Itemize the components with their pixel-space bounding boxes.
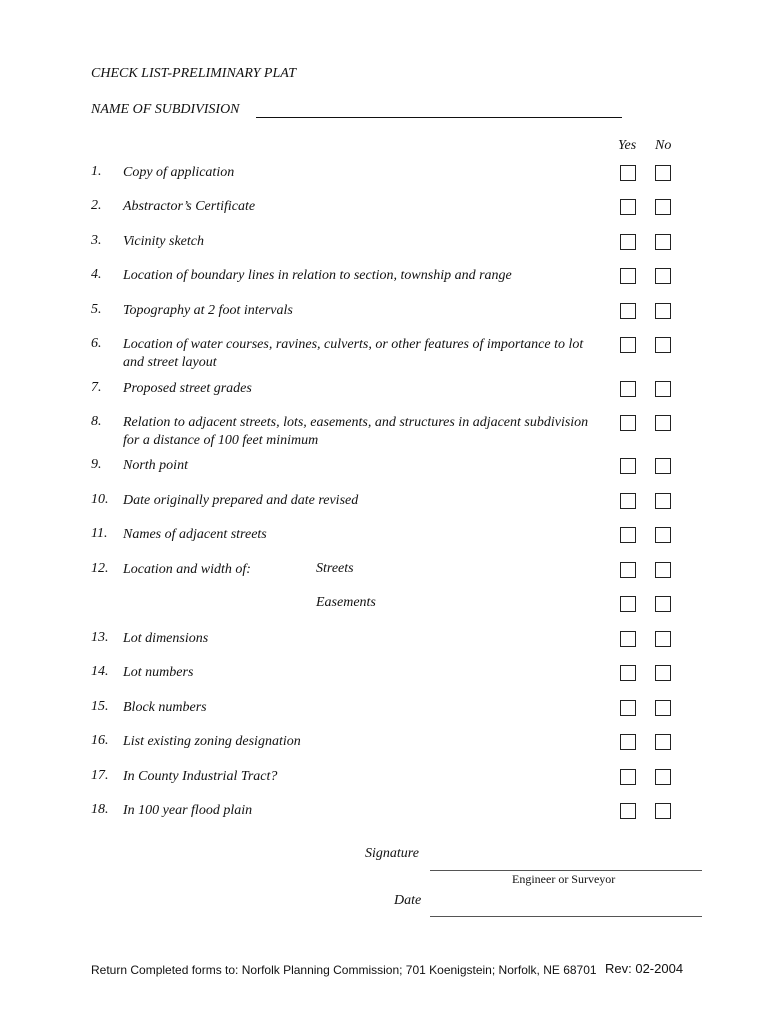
revision-label: Rev: 02-2004 [605,961,684,976]
checklist-item [0,733,770,753]
yes-checkbox[interactable] [620,458,636,474]
checklist-item [0,699,770,719]
checklist-item [0,164,770,184]
item-text: Lot numbers [123,665,194,680]
item-number: 17. [91,768,109,783]
yes-checkbox[interactable] [620,234,636,250]
checklist-item [0,336,770,370]
item-text: In County Industrial Tract? [123,769,278,784]
checklist-item [0,267,770,287]
item-text: Block numbers [123,700,207,715]
signature-sublabel: Engineer or Surveyor [512,872,616,886]
checklist-item [0,664,770,684]
item-subtext: Streets [316,561,354,576]
item-text: Lot dimensions [123,631,209,646]
no-checkbox[interactable] [655,493,671,509]
no-checkbox[interactable] [655,234,671,250]
checklist-item [0,492,770,512]
checklist-item [0,457,770,477]
no-checkbox[interactable] [655,458,671,474]
item-number: 7. [91,380,102,395]
date-label: Date [394,893,422,908]
item-number: 9. [91,457,102,472]
item-text: Relation to adjacent streets, lots, easements, and structures in adjacent subdivision for a distance of 100 feet minimum [123,415,589,448]
no-checkbox[interactable] [655,562,671,578]
checklist-item [0,630,770,650]
no-checkbox[interactable] [655,803,671,819]
checklist-item [0,380,770,400]
signature-field[interactable] [430,870,702,871]
checklist-item [0,526,770,546]
yes-checkbox[interactable] [620,199,636,215]
item-number: 6. [91,336,102,351]
item-text: Date originally prepared and date revised [123,493,359,508]
date-field[interactable] [430,916,702,917]
item-text: Location and width of: [123,562,251,577]
yes-checkbox[interactable] [620,665,636,681]
item-number: 5. [91,302,102,317]
no-column-header: No [655,138,672,153]
no-checkbox[interactable] [655,381,671,397]
item-text: Proposed street grades [123,381,252,396]
yes-checkbox[interactable] [620,268,636,284]
item-number: 16. [91,733,109,748]
no-checkbox[interactable] [655,165,671,181]
item-number: 8. [91,414,102,429]
item-number: 13. [91,630,109,645]
no-checkbox[interactable] [655,415,671,431]
yes-checkbox[interactable] [620,562,636,578]
subdivision-name-field[interactable] [256,117,622,118]
item-text: In 100 year flood plain [123,803,253,818]
no-checkbox[interactable] [655,303,671,319]
checklist-item [0,595,770,615]
item-number: 1. [91,164,102,179]
yes-checkbox[interactable] [620,337,636,353]
checklist-item [0,561,770,581]
no-checkbox[interactable] [655,700,671,716]
item-number: 18. [91,802,109,817]
item-text: Copy of application [123,165,235,180]
signature-label: Signature [365,846,419,861]
item-number: 11. [91,526,108,541]
item-number: 12. [91,561,109,576]
return-instructions: Return Completed forms to: Norfolk Planning Commission; 701 Koenigstein; Norfolk, NE 68701 [91,963,597,977]
yes-checkbox[interactable] [620,303,636,319]
yes-checkbox[interactable] [620,493,636,509]
item-number: 10. [91,492,109,507]
yes-checkbox[interactable] [620,381,636,397]
item-text: Names of adjacent streets [123,527,267,542]
checklist-item [0,302,770,322]
item-number: 14. [91,664,109,679]
yes-checkbox[interactable] [620,734,636,750]
item-text: Location of boundary lines in relation to section, township and range [123,268,512,283]
yes-checkbox[interactable] [620,803,636,819]
yes-checkbox[interactable] [620,415,636,431]
checklist-item [0,233,770,253]
yes-checkbox[interactable] [620,165,636,181]
item-text: Topography at 2 foot intervals [123,303,293,318]
no-checkbox[interactable] [655,734,671,750]
item-number: 4. [91,267,102,282]
item-number: 15. [91,699,109,714]
no-checkbox[interactable] [655,199,671,215]
form-title: CHECK LIST-PRELIMINARY PLAT [91,66,297,81]
item-text: Vicinity sketch [123,234,204,249]
yes-checkbox[interactable] [620,631,636,647]
yes-checkbox[interactable] [620,527,636,543]
no-checkbox[interactable] [655,527,671,543]
item-subtext: Easements [316,595,376,610]
checklist-item [0,414,770,448]
item-text: North point [123,458,188,473]
no-checkbox[interactable] [655,631,671,647]
checklist-item [0,768,770,788]
checklist-item [0,802,770,822]
no-checkbox[interactable] [655,268,671,284]
no-checkbox[interactable] [655,337,671,353]
item-text: List existing zoning designation [123,734,301,749]
item-text: Location of water courses, ravines, culverts, or other features of importance to lot and street layout [123,337,584,370]
subdivision-name-label: NAME OF SUBDIVISION [91,102,240,117]
yes-checkbox[interactable] [620,700,636,716]
item-number: 2. [91,198,102,213]
no-checkbox[interactable] [655,665,671,681]
checklist-item [0,198,770,218]
yes-checkbox[interactable] [620,596,636,612]
yes-column-header: Yes [618,138,637,153]
no-checkbox[interactable] [655,596,671,612]
no-checkbox[interactable] [655,769,671,785]
yes-checkbox[interactable] [620,769,636,785]
item-number: 3. [91,233,102,248]
item-text: Abstractor’s Certificate [123,199,256,214]
